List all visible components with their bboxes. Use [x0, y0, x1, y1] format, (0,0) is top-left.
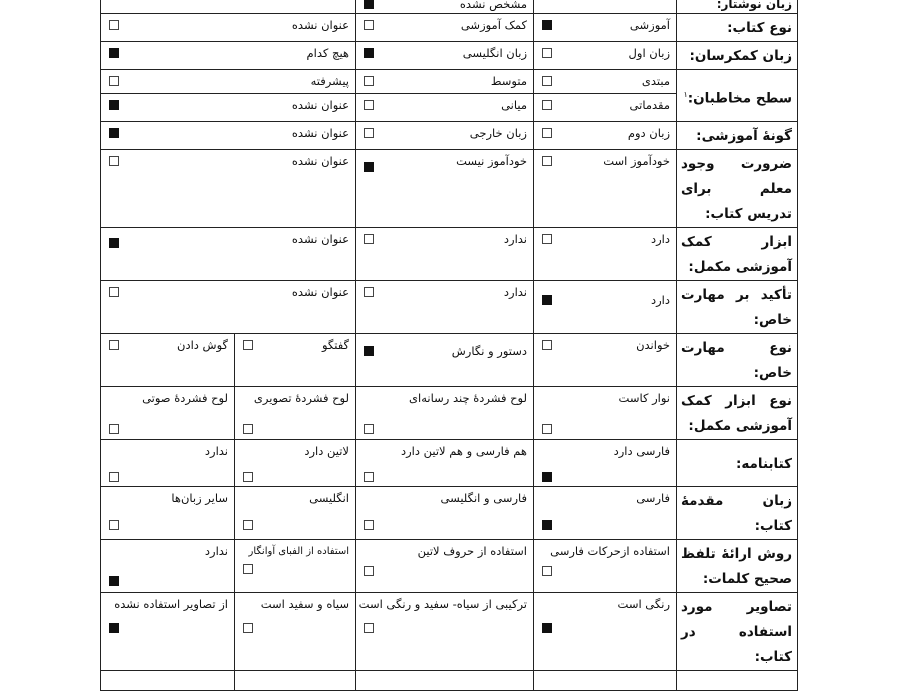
option-label: عنوان نشده [291, 18, 349, 32]
option-label: استفاده از الفبای آوانگار [248, 546, 349, 557]
book-evaluation-form-table [100, 0, 798, 691]
option-cell[interactable] [356, 281, 534, 334]
row-label: نوع مهارت خاص: [677, 334, 798, 387]
option-cell[interactable] [534, 440, 677, 487]
option-label: عنوان نشده [291, 232, 349, 246]
option-cell[interactable] [101, 70, 356, 94]
option-cell[interactable] [356, 70, 534, 94]
option-cell[interactable] [534, 122, 677, 150]
option-cell[interactable] [356, 14, 534, 42]
option-label: میانی [501, 98, 527, 112]
option-label: زبان اول [628, 46, 670, 60]
option-cell[interactable] [356, 42, 534, 70]
form-row-teaching-type [101, 122, 798, 150]
checkbox[interactable] [109, 76, 119, 86]
option-label: انگلیسی [309, 491, 349, 505]
form-row-skill-type [101, 334, 798, 387]
option-cell[interactable] [534, 94, 677, 122]
checkbox[interactable] [364, 424, 374, 434]
option-label: دارد [651, 293, 670, 307]
checkbox-checked[interactable] [109, 576, 119, 586]
option-label: خودآموز نیست [456, 154, 527, 168]
checkbox-checked[interactable] [109, 238, 119, 248]
option-label: گفتگو [321, 338, 349, 352]
option-label: مبتدی [641, 74, 670, 88]
option-cell[interactable] [101, 14, 356, 42]
option-cell[interactable] [356, 334, 534, 387]
option-cell[interactable] [235, 334, 356, 387]
row-label: ضرورت وجود معلم برای تدریس کتاب: [677, 150, 798, 228]
option-label: ندارد [503, 232, 527, 246]
checkbox[interactable] [243, 424, 253, 434]
row-label: نوع کتاب: [677, 14, 798, 42]
checkbox[interactable] [364, 472, 374, 482]
checkbox[interactable] [109, 520, 119, 530]
row-label: تصاویر مورد استفاده در کتاب: [677, 593, 798, 671]
option-cell[interactable] [356, 593, 534, 671]
row-label [677, 671, 798, 691]
form-row-teacher-required [101, 150, 798, 228]
checkbox[interactable] [109, 20, 119, 30]
form-row-supplementary-tool-type [101, 387, 798, 440]
checkbox[interactable] [109, 287, 119, 297]
option-label: هم فارسی و هم لاتین دارد [400, 444, 527, 458]
checkbox[interactable] [542, 340, 552, 350]
option-label: ندارد [204, 544, 228, 558]
option-cell[interactable] [534, 228, 677, 281]
option-label: مقدماتی [629, 98, 670, 112]
option-label: گوش دادن [177, 338, 228, 352]
checkbox-checked[interactable] [109, 100, 119, 110]
option-cell[interactable] [101, 487, 235, 540]
option-cell[interactable] [356, 94, 534, 122]
option-label: دستور و نگارش [451, 344, 527, 358]
option-label: عنوان نشده [291, 285, 349, 299]
checkbox-checked[interactable] [109, 623, 119, 633]
option-label: سیاه و سفید است [260, 597, 349, 611]
checkbox-checked[interactable] [364, 162, 374, 172]
option-cell[interactable] [235, 440, 356, 487]
option-cell[interactable] [235, 487, 356, 540]
form-row-specific-skill-emphasis [101, 281, 798, 334]
option-cell[interactable] [534, 387, 677, 440]
checkbox[interactable] [243, 564, 253, 574]
option-label: خودآموز است [603, 154, 670, 168]
option-label: فارسی و انگلیسی [440, 491, 527, 505]
option-cell[interactable] [534, 593, 677, 671]
option-label: استفاده ازحرکات فارسی [550, 544, 670, 558]
option-cell[interactable] [534, 150, 677, 228]
option-label: زبان انگلیسی [462, 46, 527, 60]
footnote-marker: ۱ [683, 89, 688, 99]
option-cell[interactable] [356, 440, 534, 487]
option-label: متوسط [490, 74, 527, 88]
checkbox[interactable] [542, 128, 552, 138]
option-label: زبان دوم [627, 126, 670, 140]
checkbox[interactable] [364, 623, 374, 633]
checkbox-checked[interactable] [364, 346, 374, 356]
option-cell[interactable] [534, 334, 677, 387]
row-label: کتابنامه: [677, 440, 798, 487]
option-cell [534, 671, 677, 691]
option-label: استفاده از حروف لاتین [417, 544, 527, 558]
checkbox[interactable] [364, 100, 374, 110]
option-cell[interactable] [534, 540, 677, 593]
row-label: زبان کمکرسان: [677, 42, 798, 70]
checkbox-checked[interactable] [364, 48, 374, 58]
option-cell[interactable] [534, 487, 677, 540]
option-cell[interactable] [235, 540, 356, 593]
option-cell[interactable] [356, 0, 534, 14]
option-cell[interactable] [101, 387, 235, 440]
checkbox[interactable] [364, 566, 374, 576]
option-label: سایر زبان‌ها [171, 491, 228, 505]
checkbox[interactable] [364, 76, 374, 86]
row-label: روش ارائۀ تلفظ صحیح کلمات: [677, 540, 798, 593]
checkbox[interactable] [364, 520, 374, 530]
checkbox[interactable] [243, 623, 253, 633]
option-label: آموزشی [629, 18, 670, 32]
form-row-introduction-language [101, 487, 798, 540]
form-row-audience-level-a [101, 70, 798, 94]
option-cell[interactable] [356, 228, 534, 281]
option-label: عنوان نشده [291, 98, 349, 112]
option-cell[interactable] [101, 150, 356, 228]
checkbox[interactable] [542, 76, 552, 86]
form-row-supplementary-tools [101, 228, 798, 281]
option-cell[interactable] [101, 94, 356, 122]
option-label: هیچ کدام [306, 46, 349, 60]
option-label: لاتین دارد [304, 444, 349, 458]
form-row-bibliography [101, 440, 798, 487]
checkbox-checked[interactable] [542, 472, 552, 482]
option-cell[interactable] [101, 281, 356, 334]
option-label: رنگی است [617, 597, 670, 611]
option-cell[interactable] [101, 228, 356, 281]
checkbox[interactable] [243, 520, 253, 530]
option-cell[interactable] [101, 122, 356, 150]
option-cell [101, 671, 235, 691]
checkbox[interactable] [542, 48, 552, 58]
checkbox-checked[interactable] [364, 0, 374, 9]
option-cell[interactable] [356, 487, 534, 540]
option-label: ندارد [204, 444, 228, 458]
checkbox-checked[interactable] [109, 48, 119, 58]
checkbox[interactable] [109, 424, 119, 434]
checkbox-checked[interactable] [542, 623, 552, 633]
option-label: عنوان نشده [291, 126, 349, 140]
checkbox[interactable] [364, 20, 374, 30]
row-label [677, 70, 798, 122]
form-row-writing-language [101, 0, 798, 14]
form-row-book-type [101, 14, 798, 42]
option-cell[interactable] [356, 387, 534, 440]
option-cell[interactable] [534, 70, 677, 94]
row-label-text: سطح مخاطبان: [687, 90, 792, 107]
option-label: لوح فشردۀ چند رسانه‌ای [409, 391, 527, 405]
checkbox[interactable] [364, 287, 374, 297]
checkbox[interactable] [109, 472, 119, 482]
option-cell[interactable] [235, 593, 356, 671]
option-cell[interactable] [356, 540, 534, 593]
option-cell[interactable] [101, 42, 356, 70]
option-label: فارسی [636, 491, 670, 505]
row-label: گونۀ آموزشی: [677, 122, 798, 150]
option-cell[interactable] [101, 0, 356, 14]
option-label: از تصاویر استفاده نشده [114, 597, 228, 611]
option-cell[interactable] [101, 540, 235, 593]
option-label: مشخص نشده [459, 0, 527, 11]
row-label: نوع ابزار کمک آموزشی مکمل: [677, 387, 798, 440]
option-cell[interactable] [534, 42, 677, 70]
form-row-images-used [101, 593, 798, 671]
checkbox[interactable] [364, 128, 374, 138]
checkbox[interactable] [542, 100, 552, 110]
row-label: زبان مقدمۀ کتاب: [677, 487, 798, 540]
option-label: دارد [651, 232, 670, 246]
checkbox-checked[interactable] [542, 295, 552, 305]
form-row-pronunciation-method [101, 540, 798, 593]
option-label: نوار کاست [618, 391, 670, 405]
option-cell[interactable] [356, 122, 534, 150]
checkbox[interactable] [243, 340, 253, 350]
row-label: زبان نوشتار: [677, 0, 798, 14]
row-label: تأکید بر مهارت خاص: [677, 281, 798, 334]
option-cell[interactable] [235, 387, 356, 440]
option-cell[interactable] [534, 0, 677, 14]
checkbox-checked[interactable] [109, 128, 119, 138]
checkbox-checked[interactable] [542, 520, 552, 530]
option-label: ندارد [503, 285, 527, 299]
option-label: لوح فشردۀ صوتی [142, 391, 228, 405]
option-label: عنوان نشده [291, 154, 349, 168]
checkbox[interactable] [243, 472, 253, 482]
option-label: پیشرفته [310, 74, 349, 88]
option-label: خواندن [636, 338, 670, 352]
option-label: ترکیبی از سیاه- سفید و رنگی است [358, 597, 527, 611]
option-cell [235, 671, 356, 691]
option-cell[interactable] [534, 14, 677, 42]
option-label: لوح فشردۀ تصویری [253, 391, 349, 405]
checkbox[interactable] [364, 234, 374, 244]
option-cell[interactable] [534, 281, 677, 334]
option-cell[interactable] [101, 334, 235, 387]
row-label: ابزار کمک آموزشی مکمل: [677, 228, 798, 281]
option-cell[interactable] [356, 150, 534, 228]
checkbox[interactable] [542, 156, 552, 166]
option-label: زبان خارجی [469, 126, 527, 140]
option-cell [356, 671, 534, 691]
checkbox-checked[interactable] [542, 20, 552, 30]
form-row-cutoff [101, 671, 798, 691]
checkbox[interactable] [109, 340, 119, 350]
checkbox[interactable] [542, 424, 552, 434]
option-cell[interactable] [101, 593, 235, 671]
checkbox[interactable] [542, 566, 552, 576]
option-label: فارسی دارد [613, 444, 670, 458]
option-label: کمک آموزشی [460, 18, 527, 32]
checkbox[interactable] [542, 234, 552, 244]
option-cell[interactable] [101, 440, 235, 487]
checkbox[interactable] [109, 156, 119, 166]
form-row-helper-language [101, 42, 798, 70]
